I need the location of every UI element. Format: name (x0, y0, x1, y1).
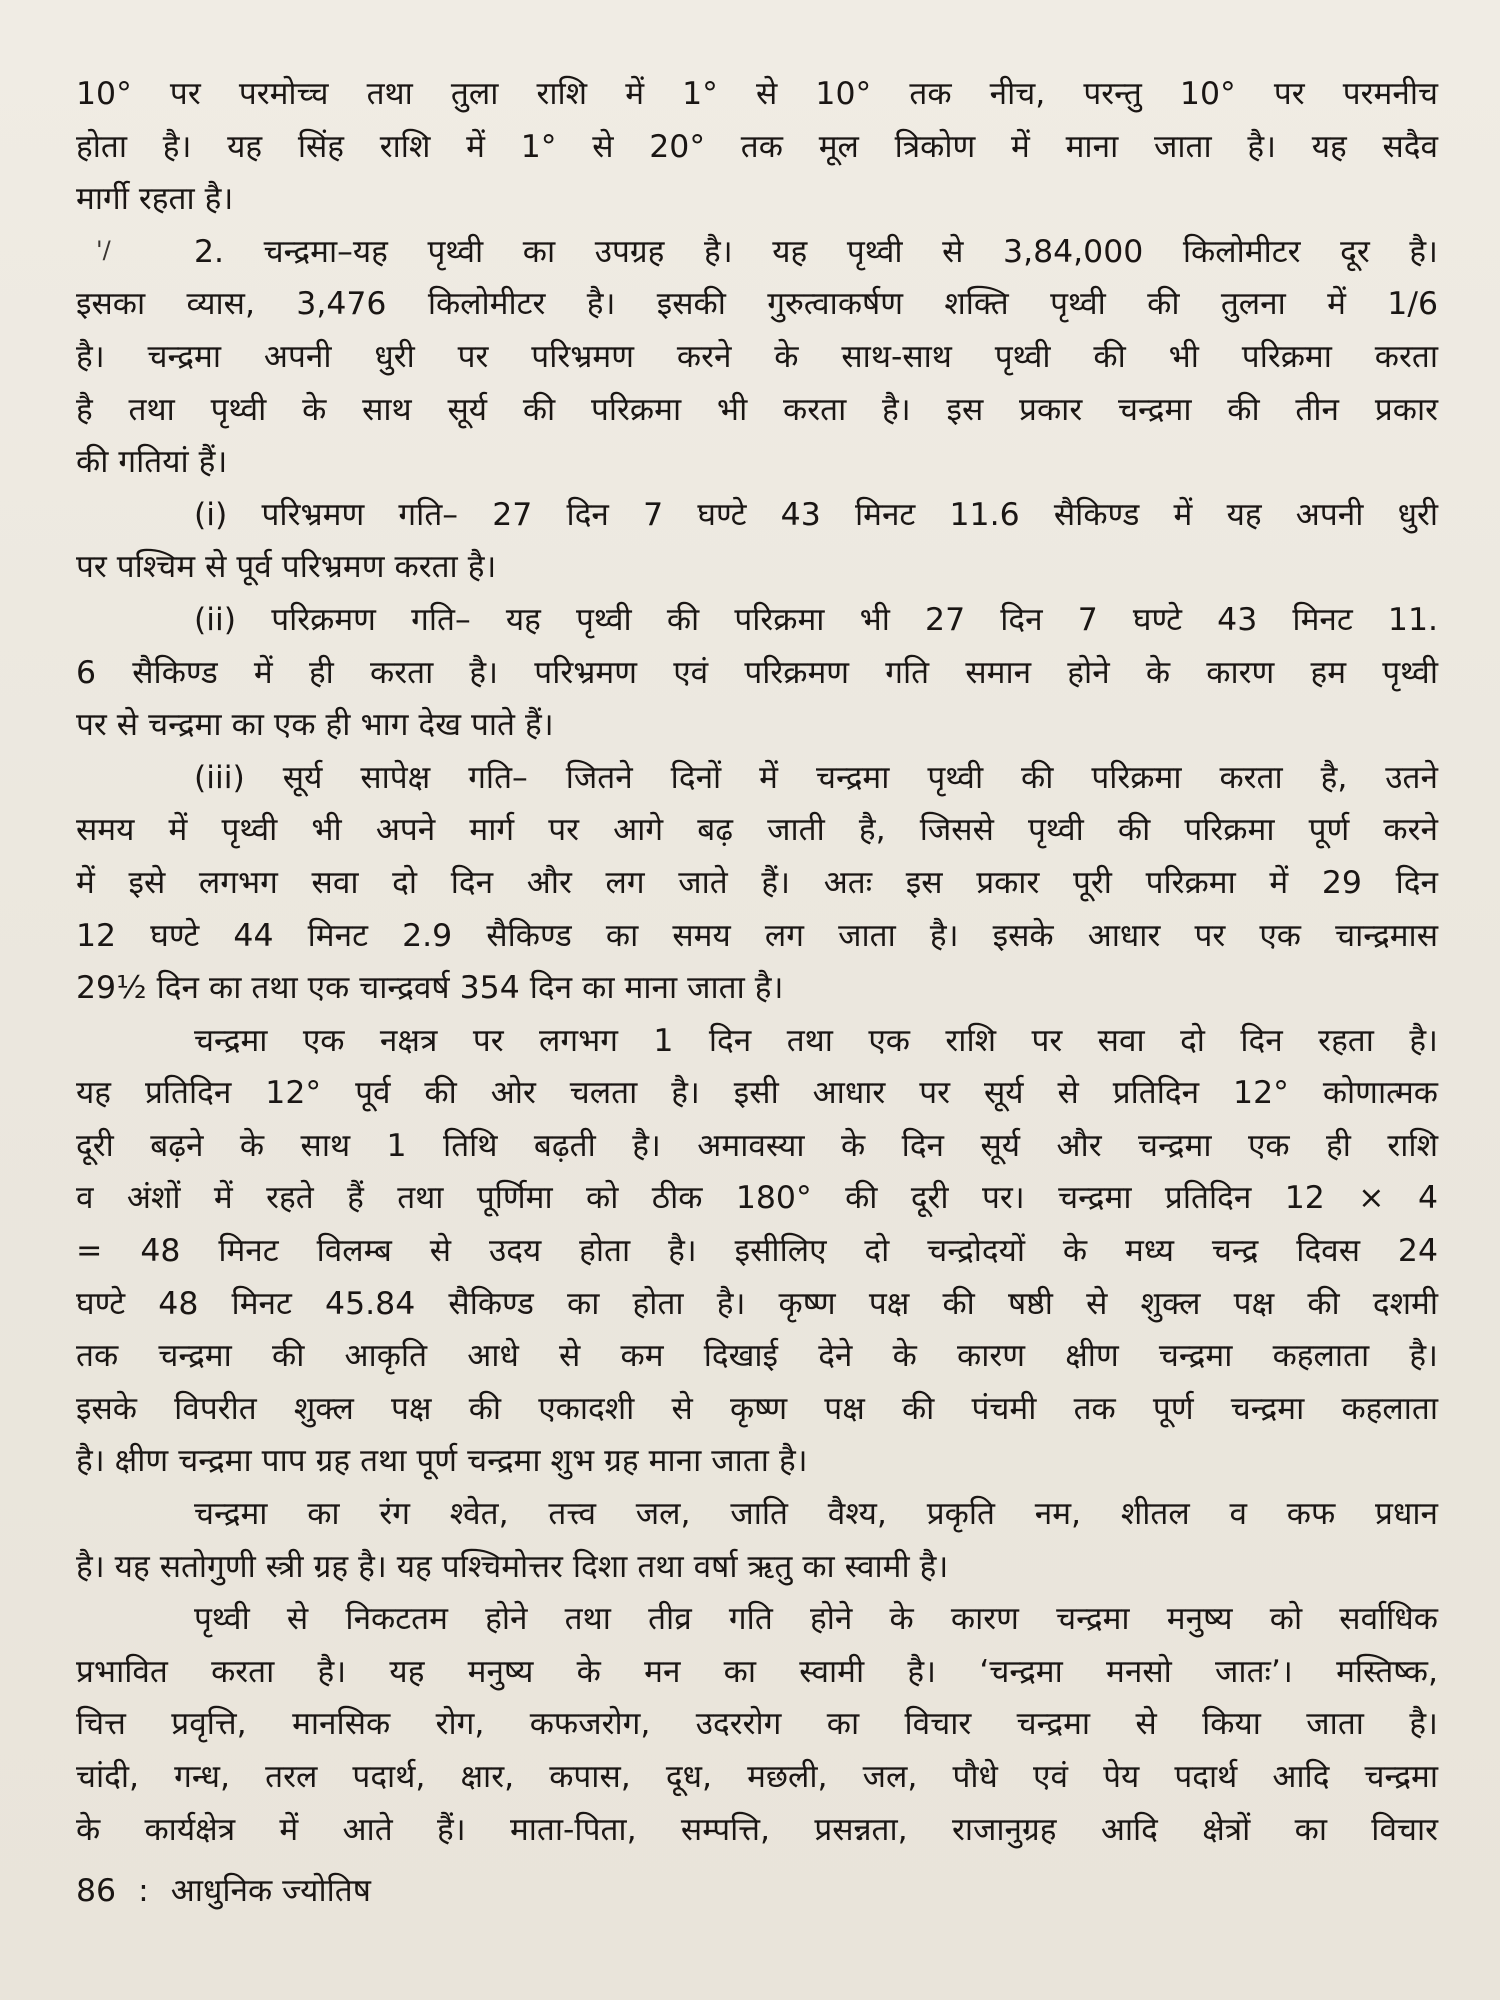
page-number: 86 (76, 1873, 117, 1909)
text-line-25: तक चन्द्रमा की आकृति आधे से कम दिखाई देने के कारण क्षीण चन्द्रमा कहलाता है। (76, 1338, 1438, 1375)
paragraph-start-influence: पृथ्वी से निकटतम होने तथा तीव्र गति होने के कारण चन्द्रमा मनुष्य को सर्वाधिक (194, 1601, 1438, 1638)
book-title: आधुनिक ज्योतिष (170, 1873, 371, 1909)
paragraph-start-nakshatra: चन्द्रमा एक नक्षत्र पर लगभग 1 दिन तथा एक राशि पर सवा दो दिन रहता है। (194, 1022, 1438, 1059)
text-line-1: 10° पर परमोच्च तथा तुला राशि में 1° से 10° तक नीच, परन्तु 10° पर परमनीच (76, 76, 1438, 112)
text-line-27: है। क्षीण चन्द्रमा पाप ग्रह तथा पूर्ण चन्द्रमा शुभ ग्रह माना जाता है। (76, 1443, 808, 1480)
text-line-20: यह प्रतिदिन 12° पूर्व की ओर चलता है। इसी आधार पर सूर्य से प्रतिदिन 12° कोणात्मक (76, 1075, 1438, 1112)
subsection-rotation: (i) परिभ्रमण गति– 27 दिन 7 घण्टे 43 मिनट 11.6 सैकिण्ड में यह अपनी धुरी (194, 496, 1438, 533)
text-line-5: इसका व्यास, 3,476 किलोमीटर है। इसकी गुरुत्वाकर्षण शक्ति पृथ्वी की तुलना में 1/6 (76, 286, 1439, 323)
text-line-34: के कार्यक्षेत्र में आते हैं। माता-पिता, सम्पत्ति, प्रसन्नता, राजानुग्रह आदि क्षेत्रों का विचार (76, 1811, 1438, 1848)
text-line-8: की गतियां हैं। (76, 444, 228, 481)
paragraph-start-colour: चन्द्रमा का रंग श्वेत, तत्त्व जल, जाति वैश्य, प्रकृति नम, शीतल व कफ प्रधान (194, 1496, 1438, 1533)
text-line-2: होता है। यह सिंह राशि में 1° से 20° तक मूल त्रिकोण में माना जाता है। यह सदैव (76, 128, 1438, 165)
text-line-33: चांदी, गन्ध, तरल पदार्थ, क्षार, कपास, दूध, मछली, जल, पौधे एवं पेय पदार्थ आदि चन्द्रमा (76, 1759, 1438, 1795)
section-heading-moon: 2. चन्द्रमा–यह पृथ्वी का उपग्रह है। यह पृथ्वी से 3,84,000 किलोमीटर दूर है। (194, 233, 1438, 270)
text-line-10: पर पश्चिम से पूर्व परिभ्रमण करता है। (76, 549, 497, 586)
text-line-18: 29½ दिन का तथा एक चान्द्रवर्ष 354 दिन का माना जाता है। (76, 970, 784, 1007)
text-line-24: घण्टे 48 मिनट 45.84 सैकिण्ड का होता है। कृष्ण पक्ष की षष्ठी से शुक्ल पक्ष की दशमी (76, 1285, 1438, 1322)
text-line-31: प्रभावित करता है। यह मनुष्य के मन का स्वामी है। ‘चन्द्रमा मनसो जातः’। मस्तिष्क, (76, 1653, 1438, 1690)
subsection-revolution: (ii) परिक्रमण गति– यह पृथ्वी की परिक्रमा भी 27 दिन 7 घण्टे 43 मिनट 11. (194, 601, 1438, 638)
page-footer (76, 1868, 371, 1911)
text-line-17: 12 घण्टे 44 मिनट 2.9 सैकिण्ड का समय लग जाता है। इसके आधार पर एक चान्द्रमास (76, 917, 1438, 954)
margin-mark: '/ (96, 236, 111, 264)
text-line-6: है। चन्द्रमा अपनी धुरी पर परिभ्रमण करने के साथ-साथ पृथ्वी की भी परिक्रमा करता (76, 338, 1438, 375)
text-line-29: है। यह सतोगुणी स्त्री ग्रह है। यह पश्चिमोत्तर दिशा तथा वर्षा ऋतु का स्वामी है। (76, 1548, 949, 1585)
text-line-16: में इसे लगभग सवा दो दिन और लग जाते हैं। अतः इस प्रकार पूरी परिक्रमा में 29 दिन (76, 864, 1438, 901)
text-line-32: चित्त प्रवृत्ति, मानसिक रोग, कफजरोग, उदररोग का विचार चन्द्रमा से किया जाता है। (76, 1706, 1438, 1743)
subsection-relative-motion: (iii) सूर्य सापेक्ष गति– जितने दिनों में चन्द्रमा पृथ्वी की परिक्रमा करता है, उतने (194, 759, 1438, 796)
text-line-26: इसके विपरीत शुक्ल पक्ष की एकादशी से कृष्ण पक्ष की पंचमी तक पूर्ण चन्द्रमा कहलाता (76, 1390, 1438, 1427)
text-line-21: दूरी बढ़ने के साथ 1 तिथि बढ़ती है। अमावस्या के दिन सूर्य और चन्द्रमा एक ही राशि (76, 1127, 1438, 1164)
text-line-7: है तथा पृथ्वी के साथ सूर्य की परिक्रमा भी करता है। इस प्रकार चन्द्रमा की तीन प्रकार (76, 391, 1438, 428)
text-line-12: 6 सैकिण्ड में ही करता है। परिभ्रमण एवं परिक्रमण गति समान होने के कारण हम पृथ्वी (76, 654, 1438, 691)
footer-separator: : (138, 1873, 149, 1909)
text-line-23: = 48 मिनट विलम्ब से उदय होता है। इसीलिए दो चन्द्रोदयों के मध्य चन्द्र दिवस 24 (76, 1233, 1438, 1270)
text-line-15: समय में पृथ्वी भी अपने मार्ग पर आगे बढ़ जाती है, जिससे पृथ्वी की परिक्रमा पूर्ण करने (76, 812, 1438, 849)
text-line-22: व अंशों में रहते हैं तथा पूर्णिमा को ठीक 180° की दूरी पर। चन्द्रमा प्रतिदिन 12 × 4 (76, 1180, 1438, 1217)
page-body-text (76, 68, 1438, 1856)
text-line-3: मार्गी रहता है। (76, 181, 234, 218)
text-line-13: पर से चन्द्रमा का एक ही भाग देख पाते हैं। (76, 707, 554, 744)
